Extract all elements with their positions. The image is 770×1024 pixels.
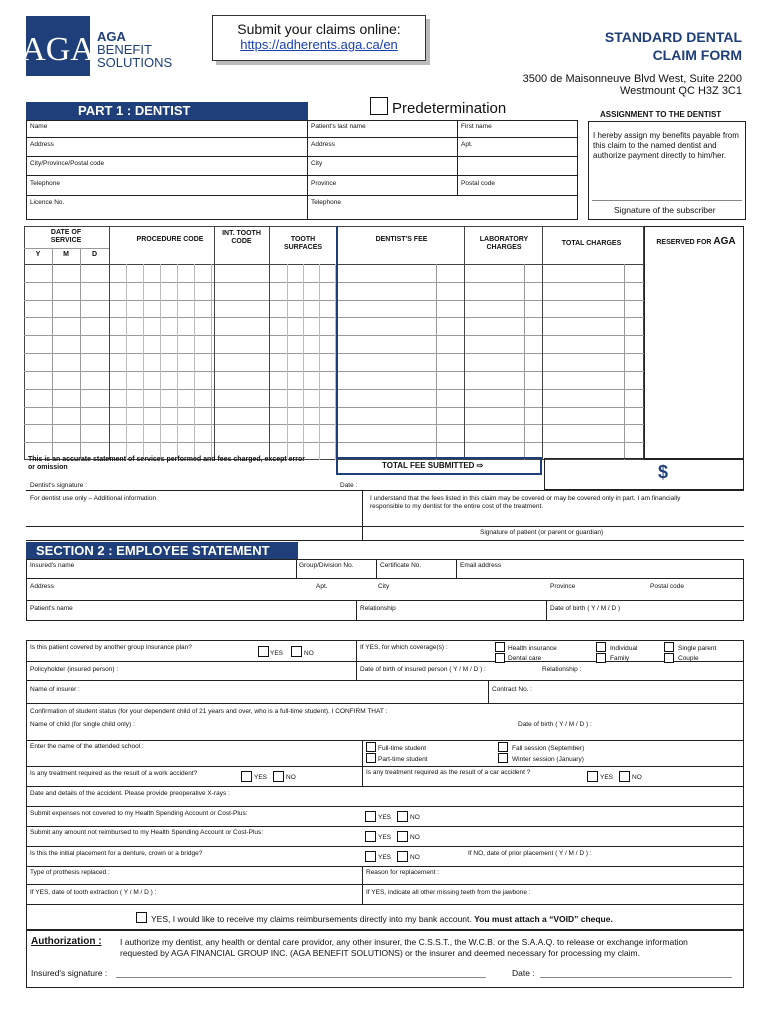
proc-sub-line: [194, 264, 195, 460]
grid-line: [24, 226, 644, 227]
date-sub-line: [52, 248, 53, 460]
patient-address-label: Address: [311, 141, 335, 148]
patient-apt-label: Apt.: [461, 141, 473, 148]
hsa-q2-yes-label: YES: [378, 834, 392, 841]
dental-checkbox[interactable]: [495, 653, 505, 663]
int-tooth-code-header: INT. TOOTH CODE: [222, 230, 261, 245]
reserved-column: [644, 226, 744, 460]
grid-row-line: [24, 317, 644, 318]
individual-label: Individual: [610, 645, 638, 652]
proc-sub-line: [160, 264, 161, 460]
part-time-checkbox[interactable]: [366, 753, 376, 763]
grid-line: [542, 226, 543, 460]
online-url[interactable]: https://adherents.aga.ca/en: [240, 37, 398, 52]
month-header: M: [63, 251, 69, 258]
grid-line: [24, 264, 644, 265]
grid-row-line: [24, 300, 644, 301]
hsa-q2-no-checkbox[interactable]: [397, 831, 408, 842]
coverage-if-yes: If YES, for which coverage(s) :: [360, 644, 448, 651]
employee-address-label: Address: [30, 583, 54, 590]
proc-sub-line: [126, 264, 127, 460]
direct-deposit-text: [151, 914, 613, 924]
policy-relationship-label: Relationship :: [542, 666, 582, 673]
hsa-q1-yes-checkbox[interactable]: [365, 811, 376, 822]
aga-logo: [21, 16, 95, 76]
total-charges-header: TOTAL CHARGES: [561, 240, 622, 247]
dentist-date-label: Date :: [340, 482, 358, 489]
coverage-no-checkbox[interactable]: [291, 646, 302, 657]
grid-row-line: [24, 407, 644, 408]
placement-yes-checkbox[interactable]: [365, 851, 376, 862]
coverage-question: Is this patient covered by another group insurance plan?: [30, 644, 192, 651]
understand-text: I understand that the fees listed in this claim may be covered or may be covered only in part. I am financially responsible to my dentist for the entire cost of the treatment.: [370, 495, 681, 510]
direct-deposit-label: YES, I would like to receive my claims reimbursements directly into my bank account.: [151, 914, 472, 924]
car-yes-label: YES: [600, 774, 614, 781]
form-title: [605, 28, 742, 64]
proc-sub-line: [211, 264, 212, 460]
lower-block: [26, 640, 744, 930]
employee-city-label: City: [378, 583, 390, 590]
assignment-text: I hereby assign my benefits payable from this claim to the named dentist and authorize payment directly to him/her.: [593, 131, 739, 160]
hsa-q1-no-label: NO: [410, 814, 420, 821]
predetermination-label: Predetermination: [392, 100, 507, 117]
date-sub-line: [24, 248, 109, 249]
placement-no-label: NO: [410, 854, 420, 861]
winter-label: Winter session (January): [512, 756, 584, 763]
couple-checkbox[interactable]: [664, 653, 674, 663]
tooth-sub-line: [319, 264, 320, 460]
car-no-checkbox[interactable]: [619, 771, 630, 782]
dentist-address-label: Address: [30, 141, 54, 148]
reason-label: Reason for replacement :: [366, 869, 439, 876]
address-line1: 3500 de Maisonneuve Blvd West, Suite 2200: [522, 73, 742, 85]
dentist-signature-label: Dentist's signature :: [30, 482, 87, 489]
dentist-city-label: City/Province/Postal code: [30, 160, 105, 167]
form-title-line2: CLAIM FORM: [652, 47, 742, 63]
cents-line: [524, 264, 525, 460]
aga-logo-icon: [21, 16, 95, 76]
grid-row-line: [24, 442, 644, 443]
couple-label: Couple: [678, 655, 699, 662]
hsa-q2-label: Submit any amount not reimbursed to my Health Spending Account or Cost-Plus:: [30, 829, 264, 836]
prior-placement-label: If NO, date of prior placement ( Y / M / D ) :: [468, 850, 592, 857]
brand-line2: BENEFIT: [97, 42, 152, 57]
assignment-signature-label: Signature of the subscriber: [614, 205, 716, 215]
svg-text:AGA: AGA: [21, 31, 95, 68]
employee-province-label: Province: [550, 583, 576, 590]
patient-name-label: Patient's name: [30, 605, 73, 612]
dentist-licence-label: Licence No.: [30, 199, 65, 206]
total-fee-label: TOTAL FEE SUBMITTED ⇨: [382, 461, 484, 470]
tooth-sub-line: [287, 264, 288, 460]
dollar-sign: $: [658, 462, 669, 482]
void-cheque-label: You must attach a “VOID” cheque.: [474, 914, 613, 924]
fall-label: Fall session (September): [512, 745, 585, 752]
address-line2: Westmount QC H3Z 3C1: [619, 85, 742, 97]
form-address: [523, 73, 742, 97]
total-dollar-box: [544, 458, 744, 490]
authorization-text: I authorize my dentist, any health or dental care providor, any other insurer, the C.S.S.T., the W.C.B. or the S.A.A.Q. to release or exchange information requested by AGA FINANCIAL GROUP INC. (AGA BENEFIT SOLUTIONS) or the insurer and deemed necessary for processing my claim.: [120, 937, 688, 958]
policyholder-label: Policyholder (insured person) :: [30, 666, 119, 673]
school-label: Enter the name of the attended school :: [30, 743, 144, 750]
winter-checkbox[interactable]: [498, 753, 508, 763]
patient-dob-label: Date of birth ( Y / M / D ): [550, 605, 621, 612]
work-yes-checkbox[interactable]: [241, 771, 252, 782]
part1-header: [26, 102, 308, 120]
policy-dob-label: Date of birth of insured person ( Y / M / D ) :: [360, 666, 486, 673]
family-label: Family: [610, 655, 630, 662]
family-checkbox[interactable]: [596, 653, 606, 663]
reserved-aga: AGA: [713, 236, 736, 247]
work-no-checkbox[interactable]: [273, 771, 284, 782]
dentist-fee-header: DENTIST'S FEE: [375, 236, 428, 243]
extraction-label: If YES, date of tooth extraction ( Y / M / D ) :: [30, 889, 157, 896]
hsa-q2-yes-checkbox[interactable]: [365, 831, 376, 842]
coverage-yes-label: YES: [270, 650, 284, 657]
assignment-title: ASSIGNMENT TO THE DENTIST: [600, 110, 722, 119]
prosthesis-label: Type of prothesis replaced :: [30, 869, 110, 876]
proc-sub-line: [143, 264, 144, 460]
direct-deposit-checkbox[interactable]: [136, 912, 147, 923]
date-of-service-header: DATE OF SERVICE: [50, 229, 82, 244]
hsa-q2-no-label: NO: [410, 834, 420, 841]
patient-province-label: Province: [311, 180, 337, 187]
grid-row-line: [24, 282, 644, 283]
dentist-name-label: Name: [30, 123, 48, 130]
hsa-q1-yes-label: YES: [378, 814, 392, 821]
cents-line: [436, 264, 437, 460]
year-header: Y: [35, 251, 41, 258]
patient-postal-label: Postal code: [461, 180, 495, 187]
part1-title: PART 1 : DENTIST: [78, 103, 191, 118]
lab-charges-header: LABORATORY CHARGES: [479, 236, 529, 251]
online-box: [212, 15, 426, 61]
insured-name-label: Insured's name: [30, 562, 75, 569]
accident-details-label: Date and details of the accident. Please provide preoperative X-rays :: [30, 790, 230, 797]
patient-telephone-label: Telephone: [311, 199, 341, 206]
car-yes-checkbox[interactable]: [587, 771, 598, 782]
brand-line1: AGA: [97, 29, 126, 44]
form-title-line1: STANDARD DENTAL: [604, 29, 742, 45]
full-time-label: Full-time student: [378, 745, 427, 752]
tooth-surfaces-header: TOOTH SURFACES: [283, 236, 323, 251]
tooth-sub-line: [303, 264, 304, 460]
dentist-block: [26, 120, 578, 220]
work-no-label: NO: [286, 774, 296, 781]
date-sub-line: [80, 248, 81, 460]
dental-label: Dental care: [508, 655, 542, 662]
authorization-label: Authorization :: [31, 936, 102, 947]
brand-line3: SOLUTIONS: [97, 55, 173, 70]
coverage-no-label: NO: [304, 650, 314, 657]
missing-teeth-label: If YES, indicate all other missing teeth from the jawbone :: [366, 889, 531, 896]
patient-signature-label: Signature of patient (or parent or guardian): [480, 529, 604, 536]
predetermination-checkbox[interactable]: [370, 97, 388, 115]
grid-row-line: [24, 389, 644, 390]
placement-no-checkbox[interactable]: [397, 851, 408, 862]
proc-sub-line: [177, 264, 178, 460]
health-label: Health insurance: [508, 645, 557, 652]
coverage-yes-checkbox[interactable]: [258, 646, 269, 657]
individual-checkbox[interactable]: [596, 642, 606, 652]
hsa-q1-label: Submit expenses not covered to my Health Spending Account or Cost-Plus:: [30, 810, 248, 817]
single-parent-label: Single parent: [678, 645, 717, 652]
car-accident-question: Is any treatment required as the result of a car accident ?: [366, 769, 531, 776]
grid-fee-separator: [336, 226, 338, 460]
grid-row-line: [24, 353, 644, 354]
patient-last-name-label: Patient's last name: [311, 123, 366, 130]
claim-grid: [24, 226, 644, 460]
insurer-label: Name of insurer :: [30, 686, 80, 693]
grid-line: [269, 226, 270, 460]
child-dob-label: Date of birth ( Y / M / D ) :: [518, 721, 592, 728]
procedure-code-header: PROCEDURE CODE: [136, 236, 204, 243]
grid-line: [214, 226, 215, 460]
email-label: Email address: [460, 562, 502, 569]
tooth-sub-line: [335, 264, 336, 460]
dentist-use-label: For dentist use only – Additional information: [30, 495, 157, 502]
grid-row-line: [24, 424, 644, 425]
reserved-label: RESERVED FOR: [656, 239, 712, 246]
online-title: Submit your claims online:: [237, 21, 401, 37]
group-label: Group/Division No.: [299, 562, 354, 569]
certificate-label: Certificate No.: [380, 562, 422, 569]
student-confirm: Confirmation of student status (for your dependent child of 21 years and over, who is a full-time student). I CONFIRM THAT :: [30, 708, 388, 715]
insured-signature-label: Insured's signature :: [31, 968, 108, 978]
single-parent-checkbox[interactable]: [664, 642, 674, 652]
car-no-label: NO: [632, 774, 642, 781]
patient-first-name-label: First name: [461, 123, 492, 130]
work-accident-question: Is any treatment required as the result of a work accident?: [30, 770, 198, 777]
section2-title: SECTION 2 : EMPLOYEE STATEMENT: [36, 543, 270, 558]
grid-row-line: [24, 335, 644, 336]
placement-yes-label: YES: [378, 854, 392, 861]
relationship-label: Relationship: [360, 605, 396, 612]
day-header: D: [91, 251, 98, 258]
part-time-label: Part-time student: [378, 756, 428, 763]
accurate-statement: This is an accurate statement of services performed and fees charged, except error or omission: [28, 456, 305, 471]
section2-header: [26, 542, 298, 559]
grid-row-line: [24, 371, 644, 372]
health-checkbox[interactable]: [495, 642, 505, 652]
fall-checkbox[interactable]: [498, 742, 508, 752]
authorization-date-label: Date :: [512, 968, 535, 978]
child-name-label: Name of child (for single child only) :: [30, 721, 135, 728]
patient-city-label: City: [311, 160, 323, 167]
work-yes-label: YES: [254, 774, 268, 781]
employee-apt-label: Apt.: [316, 583, 328, 590]
dentist-telephone-label: Telephone: [30, 180, 60, 187]
hsa-q1-no-checkbox[interactable]: [397, 811, 408, 822]
cents-line: [624, 264, 625, 460]
brand-name: [97, 30, 172, 69]
initial-placement-label: Is this the initial placement for a denture, crown or a bridge?: [30, 850, 203, 857]
employee-postal-label: Postal code: [650, 583, 684, 590]
grid-line: [464, 226, 465, 460]
grid-line: [109, 226, 110, 460]
contract-label: Contract No. :: [492, 686, 533, 693]
full-time-checkbox[interactable]: [366, 742, 376, 752]
